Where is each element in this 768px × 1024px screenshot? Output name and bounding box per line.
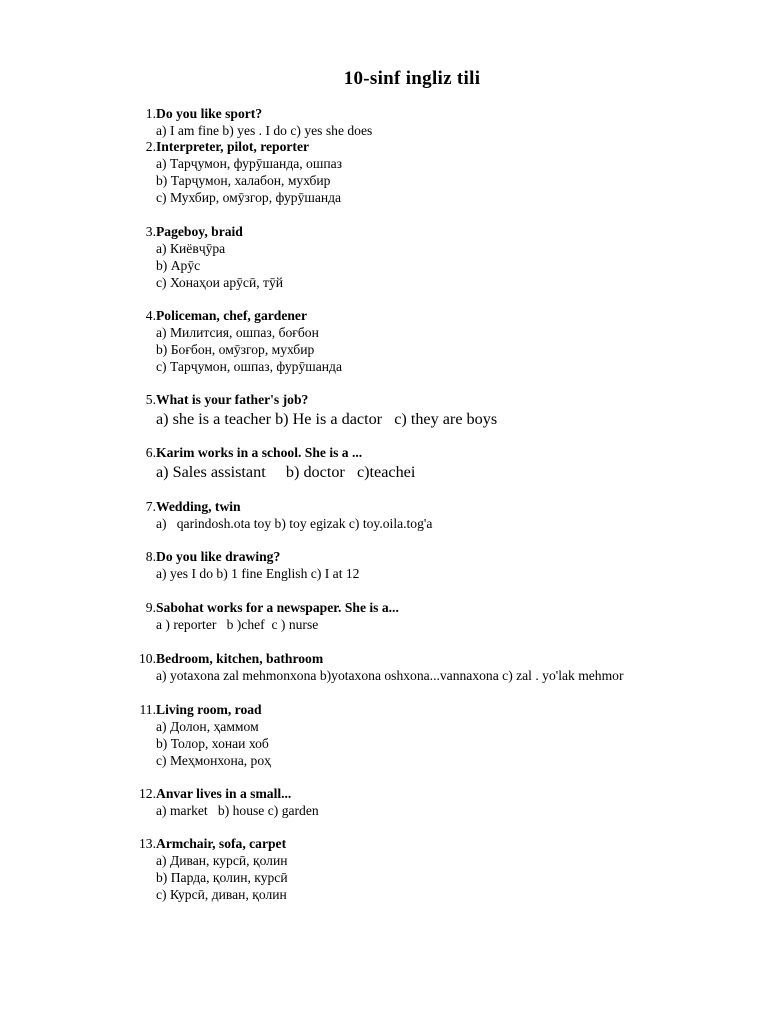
answer-option-c: c) Меҳмонхона, роҳ [156, 752, 271, 768]
answer-options: a) Sales assistant b) doctor c)teachei [156, 462, 416, 481]
answer-option-a: a) Тарҷумон, фурӯшанда, ошпаз [156, 155, 343, 171]
question-8 [126, 549, 359, 583]
answer-option-a: a) Диван, курсӣ, қолин [156, 852, 288, 868]
answer-options: a) yes I do b) 1 fine English c) I at 12 [156, 565, 360, 581]
answer-option-c: c) Курсӣ, диван, қолин [156, 886, 287, 902]
question-6 [126, 445, 415, 482]
answer-options: a) I am fine b) yes . I do c) yes she does [156, 122, 373, 138]
question-number: 10. [139, 651, 156, 666]
question-number: 4. [145, 308, 156, 323]
answer-option-a: a) Милитсия, ошпаз, боғбон [156, 324, 319, 340]
answer-options: a) market b) house c) garden [156, 802, 319, 818]
question-text: Policeman, chef, gardener [156, 308, 307, 323]
question-1 [126, 106, 372, 140]
question-number: 6. [145, 445, 156, 460]
question-2 [126, 139, 342, 207]
question-text: What is your father's job? [156, 392, 309, 407]
question-text: Karim works in a school. She is a ... [156, 445, 363, 460]
question-text: Do you like drawing? [156, 549, 281, 564]
question-10 [126, 651, 624, 685]
answer-option-b: b) Тарҷумон, халабон, мухбир [156, 172, 331, 188]
question-number: 5. [145, 392, 156, 407]
answer-option-b: b) Парда, қолин, курсӣ [156, 869, 288, 885]
answer-option-c: c) Хонаҳои арӯсӣ, тӯй [156, 274, 284, 290]
answer-options: a) yotaxona zal mehmonxona b)yotaxona oshxona...vannaxona c) zal . yo'lak mehmor [156, 667, 624, 683]
question-number: 12. [139, 786, 156, 801]
answer-option-c: c) Мухбир, омӯзгор, фурӯшанда [156, 189, 342, 205]
question-text: Living room, road [156, 702, 262, 717]
question-text: Interpreter, pilot, reporter [156, 139, 310, 154]
answer-options: a) she is a teacher b) He is a dactor c) they are boys [156, 409, 498, 428]
question-number: 9. [145, 600, 156, 615]
question-4 [126, 308, 342, 376]
answer-option-b: b) Толор, хонаи хоб [156, 735, 269, 751]
question-text: Wedding, twin [156, 499, 241, 514]
question-text: Pageboy, braid [156, 224, 243, 239]
question-number: 11. [139, 702, 156, 717]
answer-options: a ) reporter b )chef c ) nurse [156, 616, 319, 632]
question-12 [126, 786, 319, 820]
question-13 [126, 836, 288, 904]
question-text: Do you like sport? [156, 106, 263, 121]
question-text: Bedroom, kitchen, bathroom [156, 651, 324, 666]
question-number: 13. [139, 836, 156, 851]
question-9 [126, 600, 399, 634]
question-3 [126, 224, 283, 292]
question-number: 2. [145, 139, 156, 154]
question-7 [126, 499, 432, 533]
answer-option-c: c) Тарҷумон, ошпаз, фурӯшанда [156, 358, 343, 374]
page-title: 10-sinf ingliz tili [343, 68, 481, 89]
answer-options: a) qarindosh.ota toy b) toy egizak c) toy.oila.tog'a [156, 515, 433, 531]
question-5 [126, 392, 497, 429]
answer-option-a: a) Долон, ҳаммом [156, 718, 259, 734]
question-text: Anvar lives in a small... [156, 786, 292, 801]
question-number: 8. [145, 549, 156, 564]
answer-option-b: b) Боғбон, омӯзгор, мухбир [156, 341, 315, 357]
question-text: Sabohat works for a newspaper. She is a... [156, 600, 399, 615]
question-number: 1. [145, 106, 156, 121]
question-number: 7. [145, 499, 156, 514]
question-text: Armchair, sofa, carpet [156, 836, 287, 851]
question-number: 3. [145, 224, 156, 239]
answer-option-a: a) Киёвҷӯра [156, 240, 226, 256]
question-11 [126, 702, 271, 770]
answer-option-b: b) Арӯс [156, 257, 201, 273]
